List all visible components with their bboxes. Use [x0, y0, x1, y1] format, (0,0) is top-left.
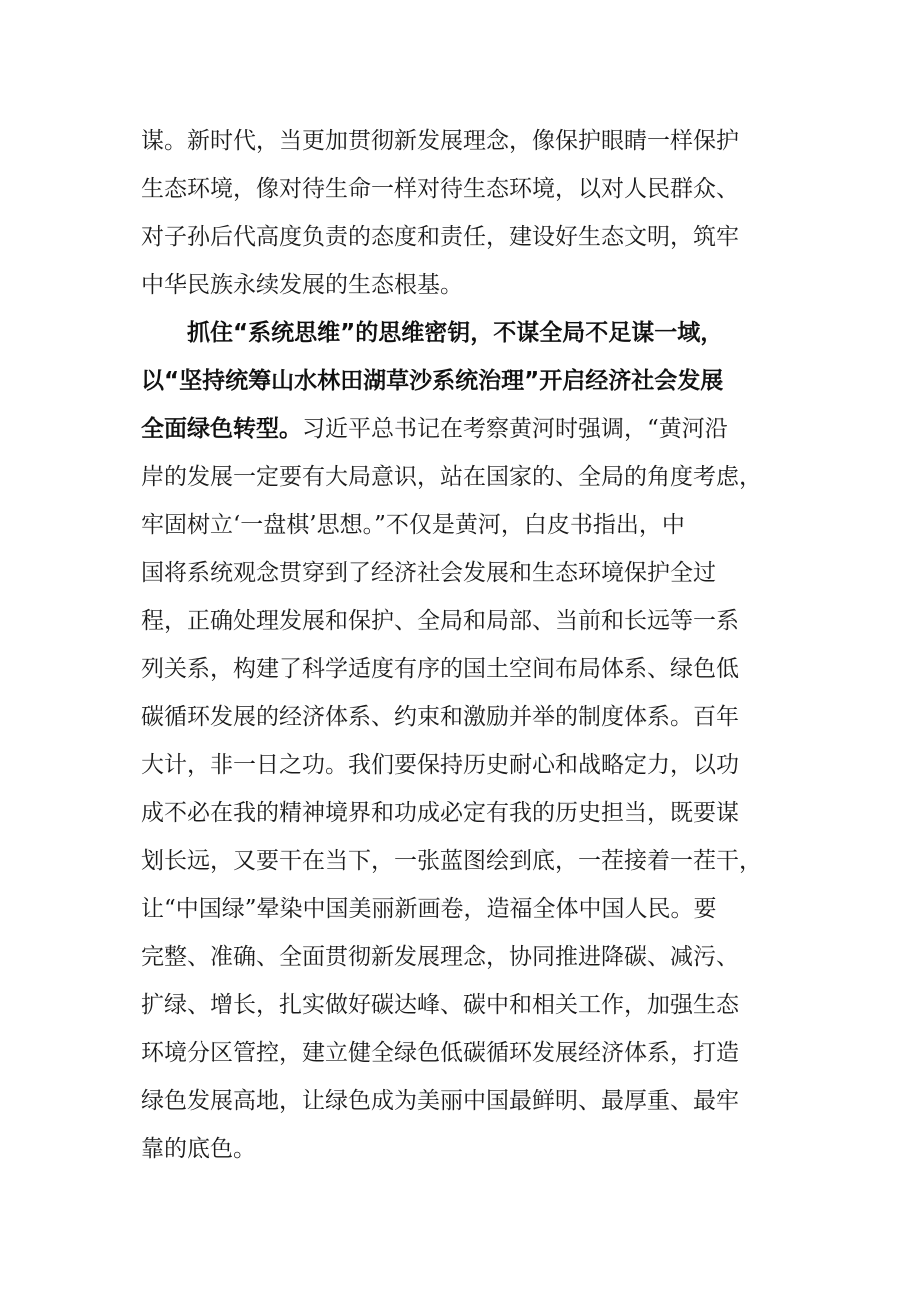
bold-heading-text: 全面绿色转型。: [141, 416, 302, 442]
text-line: 中华民族永续发展的生态根基。: [141, 272, 463, 298]
text-line: 成不必在我的精神境界和功成必定有我的历史担当，既要谋: [141, 800, 739, 826]
text-line: 让“中国绿”晕染中国美丽新画卷，造福全体中国人民。要: [141, 896, 717, 922]
text-line: 靠的底色。: [141, 1136, 256, 1162]
text-line: 划长远，又要干在当下，一张蓝图绘到底，一茬接着一茬干，: [141, 848, 762, 874]
text-line: 国将系统观念贯穿到了经济社会发展和生态环境保护全过: [141, 560, 716, 586]
body-text: [141, 117, 801, 1173]
text-line: 扩绿、增长，扎实做好碳达峰、碳中和相关工作，加强生态: [141, 992, 739, 1018]
text-line: [141, 405, 801, 453]
text-line: 环境分区管控，建立健全绿色低碳循环发展经济体系，打造: [141, 1040, 739, 1066]
text-line: 生态环境，像对待生命一样对待生态环境，以对人民群众、: [141, 176, 739, 202]
text-line: 岸的发展一定要有大局意识，站在国家的、全局的角度考虑，: [141, 464, 762, 490]
text-line: 碳循环发展的经济体系、约束和激励并举的制度体系。百年: [141, 704, 739, 730]
text-line: 绿色发展高地，让绿色成为美丽中国最鲜明、最厚重、最牢: [141, 1088, 739, 1114]
text-line: [141, 309, 801, 357]
text-line: 谋。新时代，当更加贯彻新发展理念，像保护眼睛一样保护: [141, 128, 739, 154]
text-line: 大计，非一日之功。我们要保持历史耐心和战略定力，以功: [141, 752, 739, 778]
text-line: 牢固树立‘一盘棋’思想。”不仅是黄河，白皮书指出，中: [141, 512, 685, 538]
text-line: 对子孙后代高度负责的态度和责任，建设好生态文明，筑牢: [141, 224, 739, 250]
text-line: 列关系，构建了科学适度有序的国土空间布局体系、绿色低: [141, 656, 739, 682]
text-line: [141, 357, 801, 405]
body-text-run: 习近平总书记在考察黄河时强调，“黄河沿: [302, 416, 728, 442]
text-line: 完整、准确、全面贯彻新发展理念，协同推进降碳、减污、: [141, 944, 739, 970]
text-line: 程，正确处理发展和保护、全局和局部、当前和长远等一系: [141, 608, 739, 634]
bold-heading-text: 抓住“系统思维”的思维密钥，不谋全局不足谋一域，: [187, 320, 724, 346]
bold-heading-text: 以“坚持统筹山水林田湖草沙系统治理”开启经济社会发展: [141, 368, 724, 394]
